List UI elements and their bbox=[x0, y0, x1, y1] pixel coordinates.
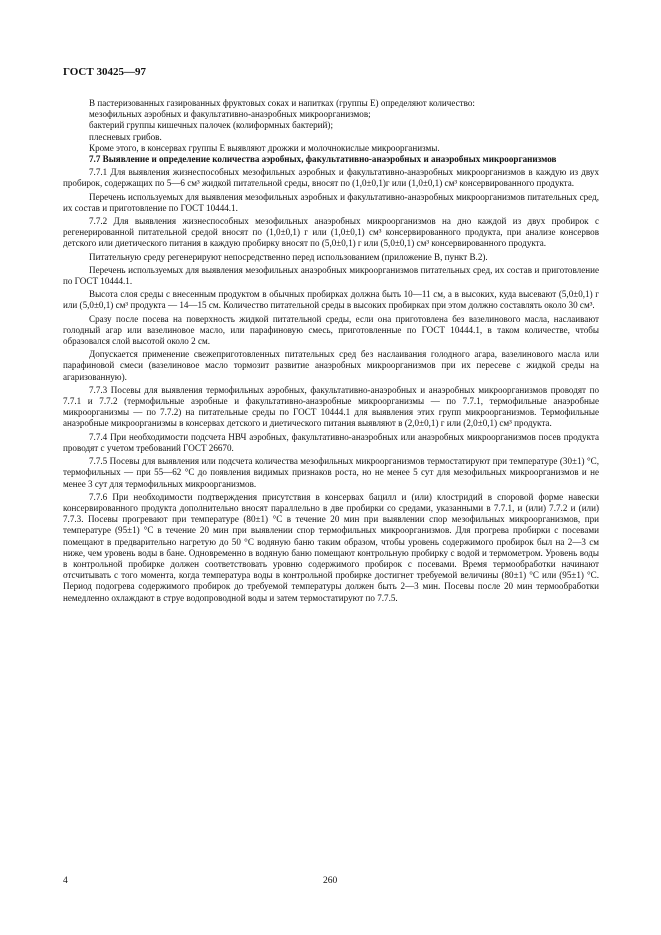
paragraph: Питательную среду регенерируют непосредственно перед использованием (приложение В, пункт В.2). bbox=[89, 251, 488, 262]
paragraph: Перечень используемых для выявления мезофильных аэробных и факультативно-анаэробных микроорганизмов питательных сред, их состав и приготовление по ГОСТ 10444.1. bbox=[63, 191, 599, 213]
paragraph: Перечень используемых для выявления мезофильных анаэробных микроорганизмов питательных сред, их состав и приготовление по ГОСТ 10444.1. bbox=[63, 264, 599, 287]
section-heading: 7.7 Выявление и определение количества аэробных, факультативно-анаэробных и анаэробных микроорганизмов bbox=[89, 154, 557, 165]
page-number-global: 260 bbox=[323, 876, 338, 886]
paragraph: плесневых грибов. bbox=[89, 131, 162, 142]
paragraph: 7.7.5 Посевы для выявления или подсчета количества мезофильных микроорганизмов термостатируют при температуре (30±1) °С, термофильных — при 55—62 °С до появления видимых признаков роста, но не менее 5 сут для мезофильных микроорганизмов и не менее 3 сут для термофильных микроорганизмов. bbox=[63, 456, 599, 489]
paragraph: Допускается применение свежеприготовленных питательных сред без наслаивания голодного агара, вазелинового масла или парафиновой смеси (вазелиновое масло тормозит развитие анаэробных микроорганизмов при их пересеве с жидкой среды на агаризованную). bbox=[63, 349, 599, 382]
paragraph: 7.7.6 При необходимости подтверждения присутствия в консервах бацилл и (или) клостридий в споровой форме навески консервированного продукта дополнительно вносят параллельно в две пробирки со средами, указанными в 7.7.1, и (или) 7.7.2 и (или) 7.7.3. Посевы прогревают при температуре (80±1) °С в течение 20 мин при выявлении спор мезофильных микроорганизмов, при температуре (95±1) °С в течение 20 мин при выявлении спор термофильных микроорганизмов. Для прогрева пробирки с посевами помещают в предварительно нагретую до 50 °С водяную баню таким образом, чтобы уровень содержимого пробирок был на 2—3 см ниже, чем уровень воды в бане. Одновременно в водяную баню помещают контрольную пробирку с водой и термометром. Уровень воды в контрольной пробирке должен соответствовать уровню содержимого пробирок с посевами. Время термообработки начинают отсчитывать с того момента, когда температура воды в контрольной пробирке достигнет требуемой величины (80±1) °С или (95±1) °С. Период подогрева содержимого пробирок до требуемой температуры должен быть 2—3 мин. Посевы после 20 мин термообработки немедленно охлаждают в струе водопроводной воды и затем термостатируют по 7.7.5. bbox=[63, 491, 599, 603]
paragraph: Сразу после посева на поверхность жидкой питательной среды, если она приготовлена без вазелинового масла, наслаивают голодный агар или вазелиновое масло, или парафиновую смесь, приготовленные по ГОСТ 10444.1, в таком количестве, чтобы образовался слой высотой около 2 см. bbox=[63, 313, 599, 347]
paragraph: 7.7.4 При необходимости подсчета НВЧ аэробных, факультативно-анаэробных или анаэробных микроорганизмов посев продукта проводят с учетом требований ГОСТ 26670. bbox=[63, 431, 599, 453]
paragraph: мезофильных аэробных и факультативно-анаэробных микроорганизмов; bbox=[89, 109, 371, 120]
paragraph: Высота слоя среды с внесенным продуктом в обычных пробирках должна быть 10—11 см, а в высоких, куда высевают (5,0±0,1) г или (5,0±0,1) см³ продукта — 14—15 см. Количество питательной среды в высоких пробирках при этом должно составлять около 30 см³. bbox=[63, 289, 599, 311]
paragraph: 7.7.1 Для выявления жизнеспособных мезофильных аэробных и факультативно-анаэробных микроорганизмов в каждую из двух пробирок, содержащих по 5—6 см³ жидкой питательной среды, вносят по (1,0±0,1)г или (1,0±0,1) см³ консервированного продукта. bbox=[63, 167, 599, 189]
document-body bbox=[63, 98, 599, 604]
document-header: ГОСТ 30425—97 bbox=[63, 66, 146, 78]
paragraph: Кроме этого, в консервах группы Е выявляют дрожжи и молочнокислые микроорганизмы. bbox=[89, 142, 440, 153]
paragraph: В пастеризованных газированных фруктовых соках и напитках (группы Е) определяют количество: bbox=[89, 98, 475, 108]
paragraph: 7.7.3 Посевы для выявления термофильных аэробных, факультативно-анаэробных и анаэробных микроорганизмов проводят по 7.7.1 и 7.7.2 (термофильные аэробные и факультативно-анаэробные микроорганизмы — по 7.7.1, термофильные анаэробные микроорганизмы — по 7.7.2) на питательные среды по ГОСТ 10444.1 для выявления этих групп микроорганизмов. Термофильные анаэробные микроорганизмы в консервах детского и диетического питания выявляют в (2,0±0,1) г или (2,0±0,1) см³ продукта. bbox=[63, 384, 599, 429]
page-number-local: 4 bbox=[63, 876, 68, 886]
paragraph: бактерий группы кишечных палочек (колиформных бактерий); bbox=[89, 120, 333, 131]
paragraph: 7.7.2 Для выявления жизнеспособных мезофильных анаэробных микроорганизмов на дно каждой из двух пробирок с регенерированной питательной средой вносят по (1,0±0,1) г или (1,0±0,1) см³ консервированного продукта, при анализе консервов детского или диетического питания в каждую пробирку вносят по (5,0±0,1) г или (5,0±0,1) см³ консервированного продукта. bbox=[63, 216, 599, 249]
